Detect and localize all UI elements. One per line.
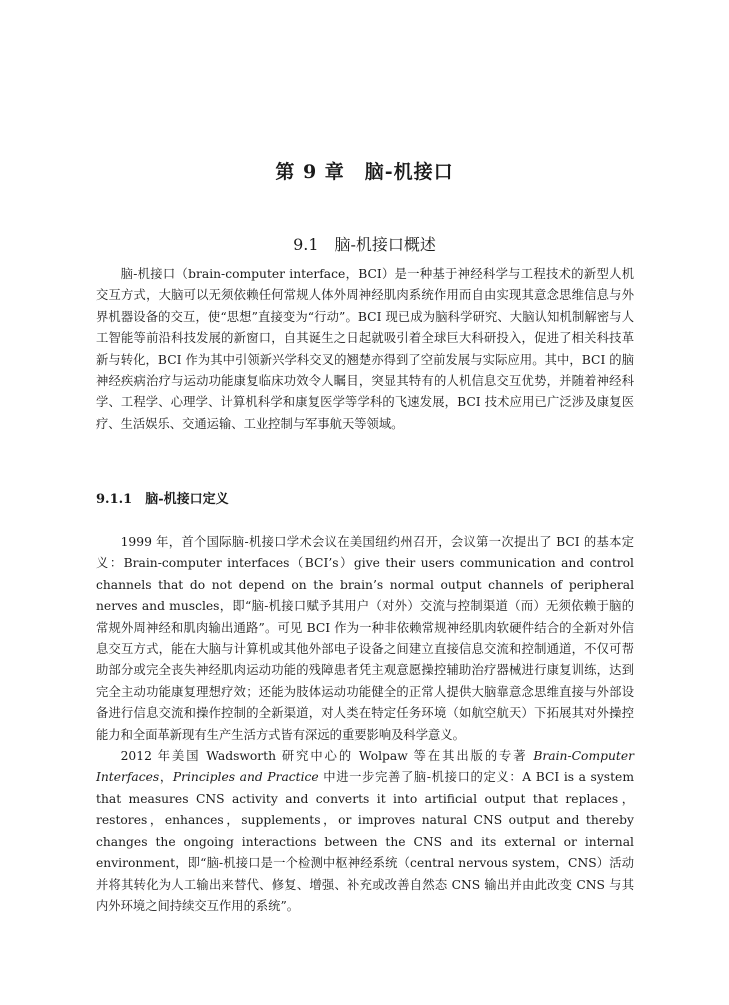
- definition-p2-lead: 2012 年美国 Wadsworth 研究中心的 Wolpaw 等在其出版的专著: [120, 749, 534, 764]
- book-title-separator: ，: [159, 770, 173, 785]
- book-title-part-a: Brain-Computer Interfaces: [96, 749, 634, 785]
- section-title: 9.1 脑-机接口概述: [293, 235, 436, 254]
- intro-text: [96, 264, 634, 435]
- definition-paragraph-1: 1999 年，首个国际脑-机接口学术会议在美国纽约州召开，会议第一次提出了 BCI 的基本定义：Brain-computer interfaces（BCI’s）give their users communication and control channels that do not depend on the brain’s normal output channels of peripheral nerves and muscles，即“脑-机接口赋予其用户（对外）交流与控制渠道（而）无须依赖于脑的常规外周神经和肌肉输出通路”。可见 BCI 作为一种非依赖常规神经肌肉软硬件结合的全新对外信息交互方式，能在大脑与计算机或其他外部电子设备之间建立直接信息交流和控制通道，不仅可帮助部分或完全丧失神经肌肉运动功能的残障患者凭主观意愿操控辅助治疗器械进行康复训练，达到完全主动功能康复理想疗效；还能为肢体运动功能健全的正常人提供大脑靠意念思维直接与外部设备进行信息交流和操作控制的全新渠道，对人类在特定任务环境（如航空航天）下拓展其对外操控能力和全面革新现有生产生活方式皆有深远的重要影响及科学意义。: [96, 535, 634, 742]
- chapter-title: 第 9 章 脑-机接口: [275, 161, 454, 183]
- intro-paragraph: 脑-机接口（brain-computer interface，BCI）是一种基于神经科学与工程技术的新型人机交互方式，大脑可以无须依赖任何常规人体外周神经肌肉系统作用而自由实现其意念思维信息与外界机器设备的交互，使“思想”直接变为“行动”。BCI 现已成为脑科学研究、大脑认知机制解密与人工智能等前沿科技发展的新窗口，自其诞生之日起就吸引着全球巨大科研投入，促进了相关科技革新与转化，BCI 作为其中引领新兴学科交叉的翘楚亦得到了空前发展与实际应用。其中，BCI 的脑神经疾病治疗与运动功能康复临床功效令人瞩目，突显其特有的人机信息交互优势，并随着神经科学、工程学、心理学、计算机科学和康复医学等学科的飞速发展，BCI 技术应用已广泛涉及康复医疗、生活娱乐、交通运输、工业控制与军事航天等领域。: [96, 267, 634, 431]
- definition-p2-rest: 中进一步完善了脑-机接口的定义：A BCI is a system that measures CNS activity and converts it into artificial output that replaces，restores，enhances，supplements，or improves natural CNS output and thereby changes the ongoing interactions between the CNS and its external or internal environment，即“脑-机接口是一个检测中枢神经系统（central nervous system，CNS）活动并将其转化为人工输出来替代、修复、增强、补充或改善自然态 CNS 输出并由此改变 CNS 与其内外环境之间持续交互作用的系统”。: [96, 770, 634, 913]
- book-title-part-b: Principles and Practice: [172, 770, 319, 785]
- subsection-title: 9.1.1 脑-机接口定义: [96, 492, 229, 507]
- definition-paragraph-2: [96, 746, 634, 917]
- definition-text: [96, 532, 634, 917]
